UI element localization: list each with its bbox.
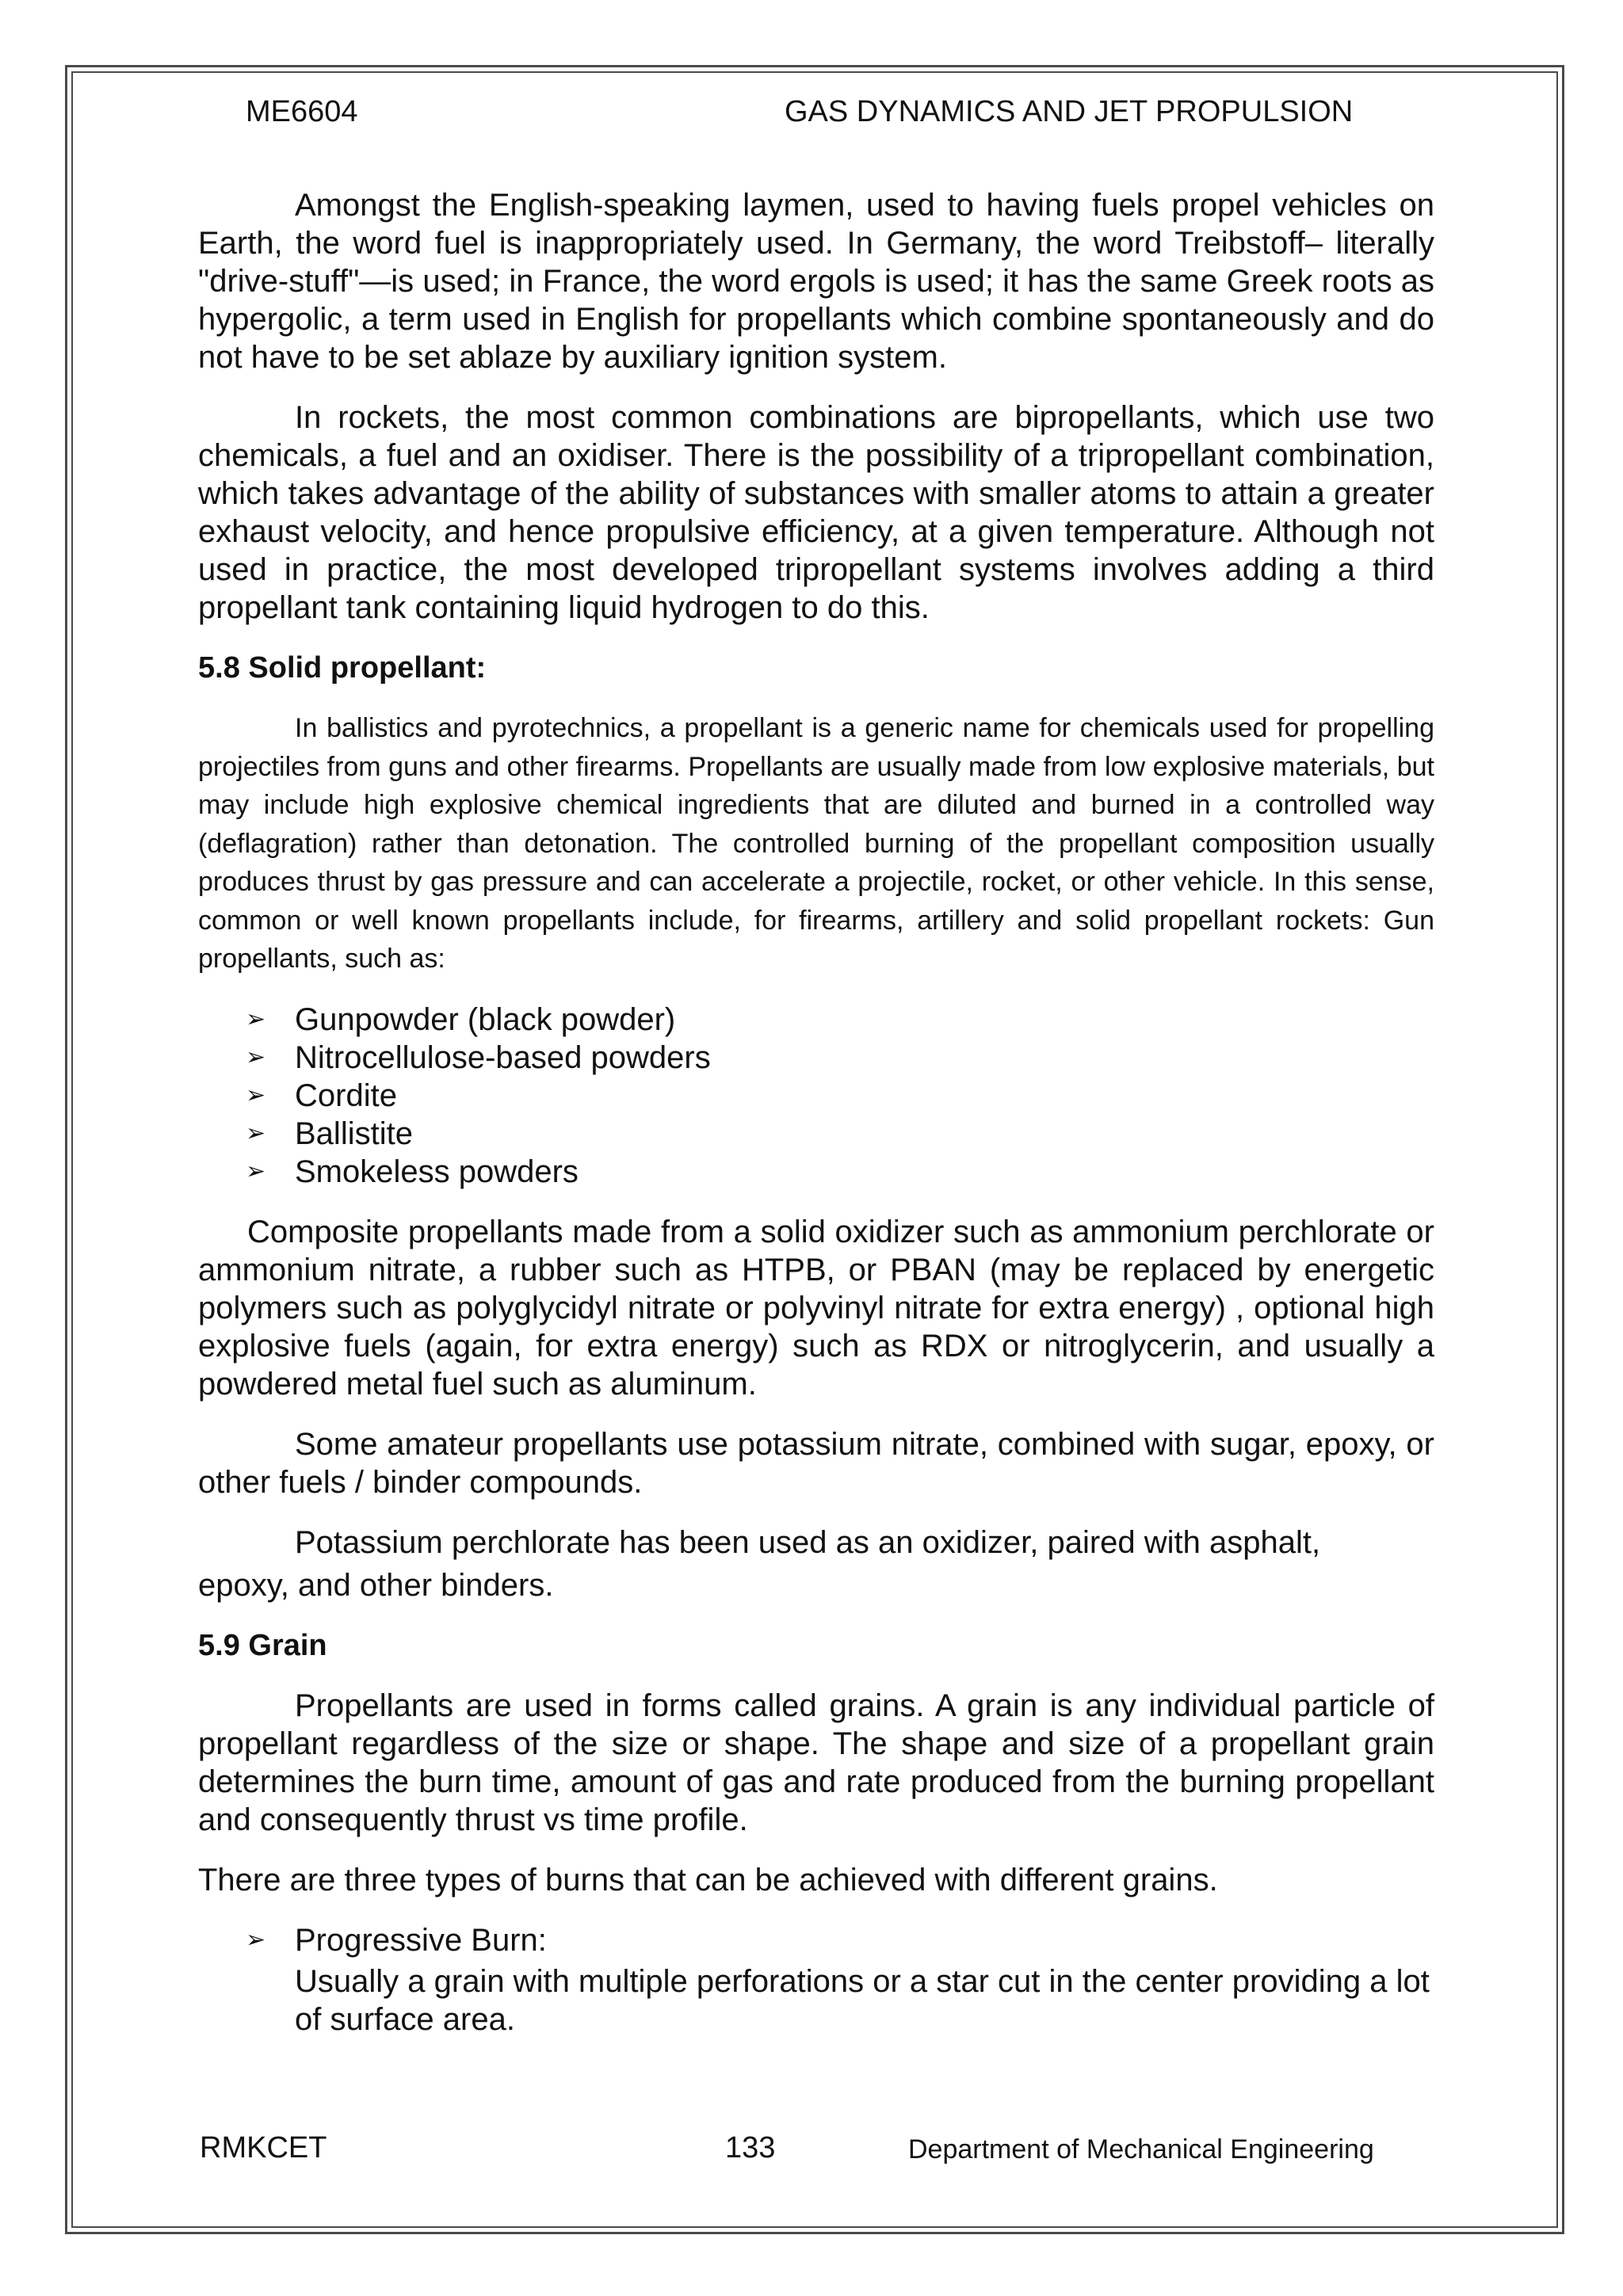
progressive-burn-description: Usually a grain with multiple perforations or a star cut in the center providing a lot of surface area.	[295, 1963, 1430, 2037]
list-item: ➢ Nitrocellulose-based powders	[246, 1039, 711, 1075]
arrow-bullet-icon: ➢	[246, 1158, 266, 1184]
paragraph-burn-types: There are three types of burns that can be achieved with different grains.	[198, 1862, 1218, 1897]
arrow-bullet-icon: ➢	[246, 1081, 266, 1108]
list-item: ➢ Cordite	[246, 1077, 397, 1113]
paragraph-amateur-propellants: Some amateur propellants use potassium nitrate, combined with sugar, epoxy, or other fuels / binder compounds.	[198, 1426, 1434, 1500]
page-body	[198, 186, 1434, 2039]
list-item: ➢ Smokeless powders	[246, 1154, 579, 1189]
paragraph-fuel-terminology: Amongst the English-speaking laymen, used to having fuels propel vehicles on Earth, the word fuel is inappropriately used. In Germany, the word Treibstoff– literally "drive-stuff"—is used; in France, the word ergols is used; it has the same Greek roots as hypergolic, a term used in English for propellants which combine spontaneously and do not have to be set ablaze by auxiliary ignition system.	[198, 188, 1434, 375]
header-course-title: GAS DYNAMICS AND JET PROPULSION	[785, 95, 1354, 128]
paragraph-potassium-perchlorate: Potassium perchlorate has been used as an oxidizer, paired with asphalt, epoxy, and other binders.	[198, 1524, 1321, 1603]
progressive-burn-item	[198, 1921, 1434, 2039]
paragraph-solid-propellant-intro: In ballistics and pyrotechnics, a propellant is a generic name for chemicals used for propelling projectiles from guns and other firearms. Propellants are usually made from low explosive materials, but may include high explosive chemical ingredients that are diluted and burned in a controlled way (deflagration) rather than detonation. The controlled burning of the propellant composition usually produces thrust by gas pressure and can accelerate a projectile, rocket, or other vehicle. In this sense, common or well known propellants include, for firearms, artillery and solid propellant rockets: Gun propellants, such as:	[198, 713, 1434, 974]
gun-propellants-list	[198, 1001, 1434, 1191]
page-number: 133	[725, 2131, 776, 2164]
heading-grain: 5.9 Grain	[198, 1628, 327, 1662]
footer-department: Department of Mechanical Engineering	[908, 2134, 1374, 2164]
footer-institution: RMKCET	[200, 2131, 327, 2164]
list-item: ➢ Ballistite	[246, 1116, 413, 1151]
arrow-bullet-icon: ➢	[246, 1926, 266, 1953]
heading-solid-propellant: 5.8 Solid propellant:	[198, 651, 487, 685]
progressive-burn-title: Progressive Burn:	[295, 1922, 547, 1958]
list-item: ➢ Gunpowder (black powder)	[246, 1001, 676, 1037]
arrow-bullet-icon: ➢	[246, 1005, 266, 1032]
paragraph-grain-intro: Propellants are used in forms called grains. A grain is any individual particle of propellant regardless of the size or shape. The shape and size of a propellant grain determines the burn time, amount of gas and rate produced from the burning propellant and consequently thrust vs time profile.	[198, 1688, 1434, 1837]
arrow-bullet-icon: ➢	[246, 1119, 266, 1146]
paragraph-bipropellants: In rockets, the most common combinations are bipropellants, which use two chemicals, a fuel and an oxidiser. There is the possibility of a tripropellant combination, which takes advantage of the ability of substances with smaller atoms to attain a greater exhaust velocity, and hence propulsive efficiency, at a given temperature. Although not used in practice, the most developed tripropellant systems involves adding a third propellant tank containing liquid hydrogen to do this.	[198, 400, 1434, 625]
header-course-code: ME6604	[246, 95, 358, 128]
arrow-bullet-icon: ➢	[246, 1043, 266, 1070]
paragraph-composite-propellants: Composite propellants made from a solid oxidizer such as ammonium perchlorate or ammonium nitrate, a rubber such as HTPB, or PBAN (may be replaced by energetic polymers such as polyglycidyl nitrate or polyvinyl nitrate for extra energy) , optional high explosive fuels (again, for extra energy) such as RDX or nitroglycerin, and usually a powdered metal fuel such as aluminum.	[198, 1214, 1434, 1402]
